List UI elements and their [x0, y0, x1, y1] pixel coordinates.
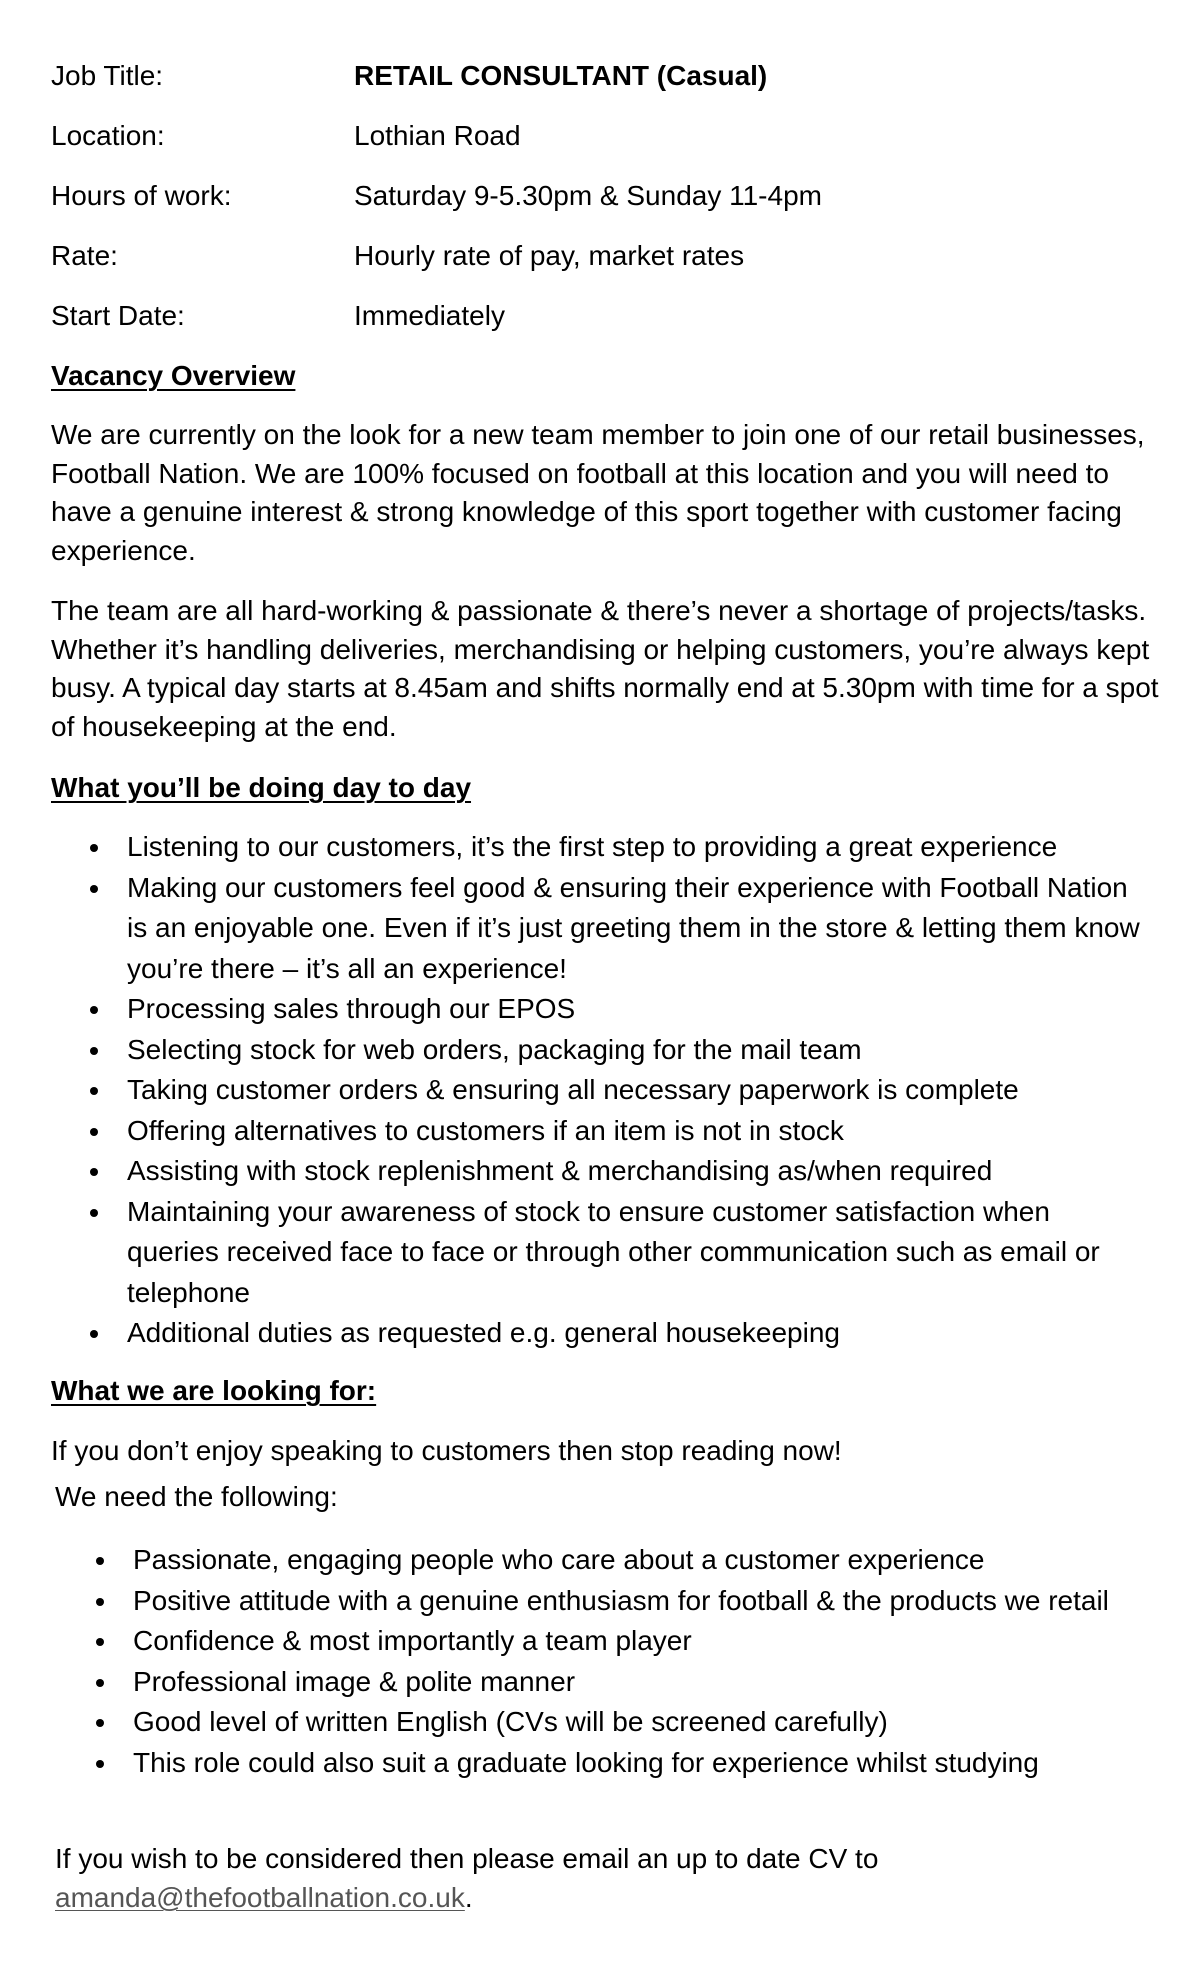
requirement-text: Passionate, engaging people who care about a customer experience: [133, 1544, 985, 1575]
list-item: [127, 989, 1147, 1030]
bullet-icon: [96, 1638, 104, 1646]
duty-text: Additional duties as requested e.g. general housekeeping: [127, 1317, 840, 1348]
requirements-need: We need the following:: [55, 1481, 338, 1512]
requirements-intro: If you don’t enjoy speaking to customers then stop reading now!: [51, 1435, 842, 1466]
contact-paragraph: [55, 1840, 1165, 1917]
duty-text: Assisting with stock replenishment & merchandising as/when required: [127, 1155, 993, 1186]
bullet-icon: [96, 1557, 104, 1565]
requirements-list: [133, 1540, 1133, 1783]
hours-row: [51, 178, 1151, 218]
requirement-text: Professional image & polite manner: [133, 1665, 576, 1697]
requirement-text: Confidence & most importantly a team player: [133, 1625, 692, 1656]
requirement-text: This role could also suit a graduate looking for experience whilst studying: [133, 1746, 1039, 1778]
bullet-icon: [96, 1679, 104, 1687]
duties-list: [127, 827, 1147, 1354]
list-item: [127, 868, 1147, 990]
list-item: [127, 1070, 1147, 1111]
duty-text: Selecting stock for web orders, packaging for the mail team: [127, 1033, 862, 1065]
list-item: [127, 1313, 1147, 1354]
list-item: [133, 1540, 1133, 1581]
list-item: [127, 1030, 1147, 1071]
list-item: [127, 1151, 1147, 1192]
contact-text: If you wish to be considered then please email an up to date CV to: [55, 1843, 879, 1874]
duty-text: Maintaining your awareness of stock to ensure customer satisfaction when queries received face to face or through other communication such as email or telephone: [127, 1195, 1100, 1308]
overview-paragraph-1: We are currently on the look for a new team member to join one of our retail businesses, Football Nation. We are 100% focused on football at this location and you will need to have a genuine interest & strong knowledge of this sport together with customer facing experience.: [51, 419, 1145, 566]
bullet-icon: [90, 1330, 98, 1338]
requirements-heading: What we are looking for:: [51, 1375, 377, 1406]
start-date-value: Immediately: [354, 300, 505, 331]
bullet-icon: [90, 844, 98, 852]
list-item: [127, 1192, 1147, 1314]
vacancy-overview-heading: Vacancy Overview: [51, 360, 296, 391]
location-label: Location:: [51, 120, 165, 151]
start-date-row: [51, 298, 1151, 338]
duty-text: Processing sales through our EPOS: [127, 993, 576, 1024]
list-item: [127, 827, 1147, 868]
bullet-icon: [90, 885, 98, 893]
rate-label: Rate:: [51, 240, 118, 271]
duties-heading: What you’ll be doing day to day: [51, 772, 472, 803]
bullet-icon: [90, 1006, 98, 1014]
bullet-icon: [96, 1719, 104, 1727]
list-item: [133, 1581, 1133, 1622]
bullet-icon: [90, 1168, 98, 1176]
job-title-label: Job Title:: [51, 60, 164, 91]
location-row: [51, 118, 1151, 158]
location-value: Lothian Road: [354, 120, 521, 151]
bullet-icon: [90, 1128, 98, 1136]
requirement-text: Good level of written English (CVs will be screened carefully): [133, 1706, 888, 1737]
requirement-text: Positive attitude with a genuine enthusiasm for football & the products we retail: [133, 1584, 1109, 1616]
list-item: [133, 1621, 1133, 1662]
bullet-icon: [90, 1209, 98, 1217]
bullet-icon: [96, 1760, 104, 1768]
duty-text: Making our customers feel good & ensuring their experience with Football Nation is an enjoyable one. Even if it’s just greeting them in the store & letting them know you’re there – it’s all an experience!: [127, 871, 1140, 984]
start-date-label: Start Date:: [51, 300, 185, 331]
rate-row: [51, 238, 1151, 278]
list-item: [133, 1743, 1133, 1784]
duty-text: Offering alternatives to customers if an item is not in stock: [127, 1114, 844, 1146]
bullet-icon: [96, 1598, 104, 1606]
hours-label: Hours of work:: [51, 180, 232, 211]
list-item: [127, 1111, 1147, 1152]
overview-paragraph-2: The team are all hard-working & passionate & there’s never a shortage of projects/tasks. Whether it’s handling deliveries, merchandising or helping customers, you’re always kept busy. A typical day starts at 8.45am and shifts normally end at 5.30pm with time for a spot of housekeeping at the end.: [51, 595, 1159, 742]
contact-period: .: [464, 1881, 473, 1913]
list-item: [133, 1662, 1133, 1703]
list-item: [133, 1702, 1133, 1743]
bullet-icon: [90, 1047, 98, 1055]
bullet-icon: [90, 1087, 98, 1095]
hours-value: Saturday 9-5.30pm & Sunday 11-4pm: [354, 180, 822, 211]
email-link[interactable]: amanda@thefootballnation.co.uk: [55, 1881, 465, 1913]
job-title-row: [51, 58, 1151, 98]
job-title-value: RETAIL CONSULTANT (Casual): [354, 60, 768, 91]
rate-value: Hourly rate of pay, market rates: [354, 240, 745, 271]
duty-text: Taking customer orders & ensuring all necessary paperwork is complete: [127, 1074, 1019, 1105]
duty-text: Listening to our customers, it’s the first step to providing a great experience: [127, 831, 1058, 862]
